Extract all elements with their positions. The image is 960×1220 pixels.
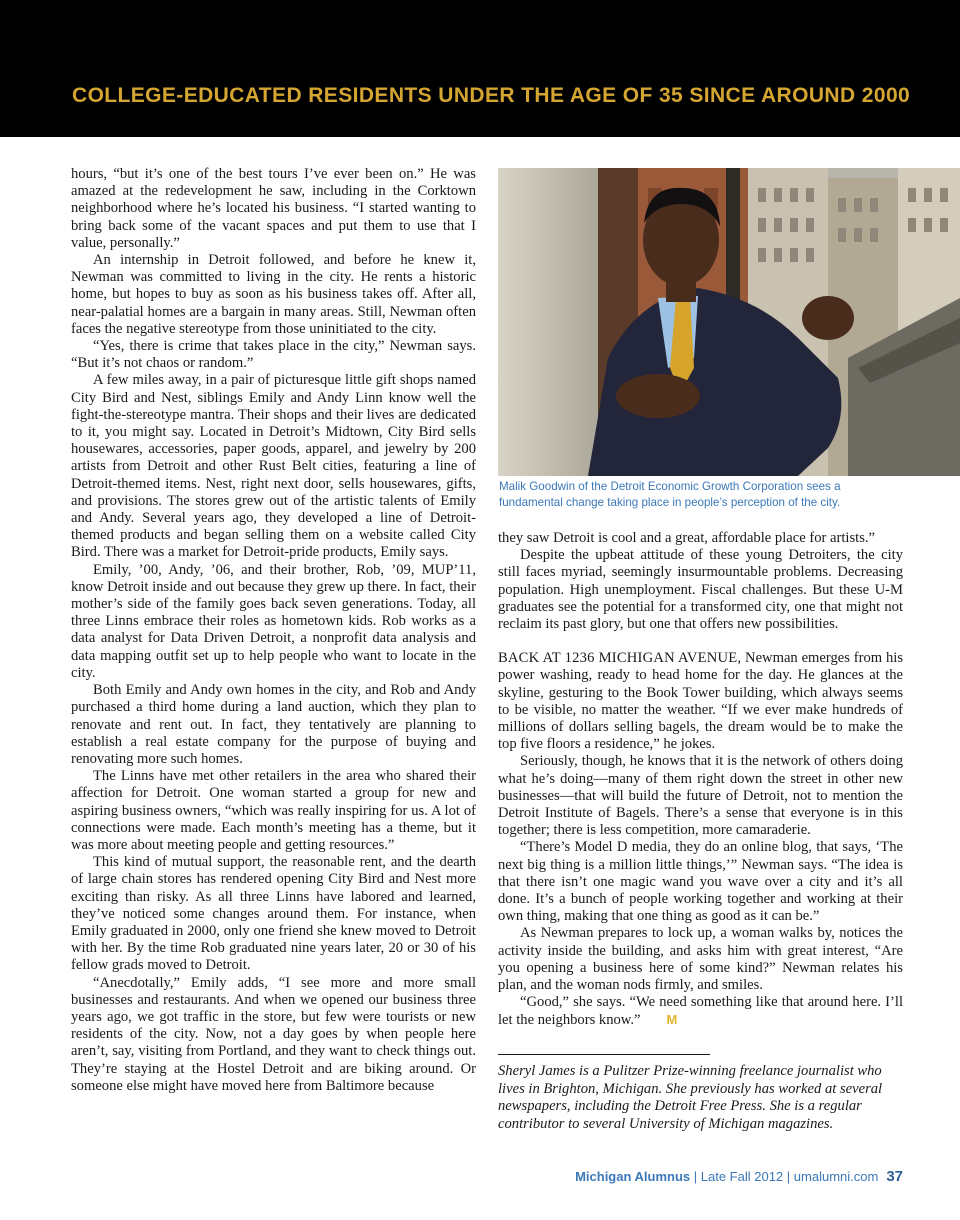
page-footer	[575, 1168, 903, 1185]
paragraph: The Linns have met other retailers in the area who shared their affection for Detroit. One woman started a group for new and aspiring business owners, “which was really inspiring for us. A lot of connections were made. Each month’s meeting has a theme, but it was more about meeting people and getting resources.”	[71, 768, 476, 853]
portrait-photo	[498, 168, 960, 476]
article-left-column	[71, 166, 476, 1095]
paragraph: A few miles away, in a pair of picturesque little gift shops named City Bird and Nest, siblings Emily and Andy Linn know well the fight-the-stereotype mantra. Their shops and their lives are dedicated to it, you might say. Located in Detroit’s Midtown, City Bird sells housewares, accessories, paper goods, apparel, and jewelry by 200 artists from Detroit and other Rust Belt cities, featuring a line of Detroit-themed items. Nest, right next door, sells housewares, gifts, and provisions. The stores grew out of the artistic talents of Emily and Andy. Several years ago, they developed a line of Detroit-themed products and began selling them on a website called City Bird. There was a market for Detroit-pride products, Emily says.	[71, 372, 476, 561]
photo-caption: Malik Goodwin of the Detroit Economic Growth Corporation sees a fundamental change taking place in people’s perception of the city.	[499, 480, 841, 509]
paragraph: An internship in Detroit followed, and before he knew it, Newman was committed to living in the city. He rents a historic home, but hopes to buy as soon as his business takes off. After all, near-palatial homes are a bargain in many areas. Still, Newman often faces the negative stereotype from those uninitiated to the city.	[71, 252, 476, 337]
paragraph-text: Newman emerges from his power washing, ready to head home for the day. He glances at the skyline, gesturing to the Book Tower building, which always seems to be visible, no matter the weather. “If we ever make hundreds of millions of dollars selling bagels, the dream would be to make the top five floors a residence,” he jokes.	[498, 650, 903, 753]
paragraph-text: “Good,” she says. “We need something like that around here. I’ll let the neighbors know.”	[498, 994, 903, 1029]
paragraph: Both Emily and Andy own homes in the city, and Rob and Andy purchased a third home during a land auction, which they plan to renovate and rent out. In fact, they tentatively are planning to establish a real estate company for the purpose of buying and renovating more such homes.	[71, 682, 476, 767]
paragraph: “There’s Model D media, they do an online blog, that says, ‘The next big thing is a million little things,’” Newman says. “The idea is that there isn’t one magic wand you wave over a city and it’s all done. It’s a bunch of people working together and working at their own thing, making that one thing as good as it can be.”	[498, 839, 903, 925]
paragraph: “Anecdotally,” Emily adds, “I see more and more small businesses and restaurants. And when we opened our business three years ago, we got traffic in the store, but few were tourists or new residents of the city. Now, not a day goes by when people here aren’t, say, visiting from Portland, and they want to check things out. They’re staying at the Hostel Detroit and are biking around. Or someone else might have moved here from Baltimore because	[71, 974, 476, 1094]
paragraph: As Newman prepares to lock up, a woman walks by, notices the activity inside the building, and asks him with great interest, “Are you opening a business here of some kind?” Newman relates his plan, and the woman nods firmly, and smiles.	[498, 925, 903, 994]
author-bio: Sheryl James is a Pulitzer Prize-winning freelance journalist who lives in Brighton, Michigan. She previously has worked at several newspapers, including the Detroit Free Press. She is a regular contributor to several University of Michigan magazines.	[498, 1063, 883, 1132]
footer-website-link[interactable]: umalumni.com	[793, 1169, 879, 1184]
paragraph: Despite the upbeat attitude of these young Detroiters, the city still faces myriad, seemingly insurmountable problems. Decreasing population. High unemployment. Fiscal challenges. But these U-M graduates see the potential for a transformed city, one that might not reclaim its past glory, but one that offers new possibilities.	[498, 547, 903, 633]
article-right-column	[498, 530, 903, 1030]
paragraph: they saw Detroit is cool and a great, affordable place for artists.”	[498, 530, 875, 546]
paragraph: This kind of mutual support, the reasonable rent, and the dearth of large chain stores has rendered opening City Bird and Nest more exciting than risky. As all three Linns have labored and learned, they’ve noticed some changes around them. For instance, when Emily graduated in 2000, only one friend she knew moved to Detroit with her. By the time Rob graduated nine years later, 20 or 30 of his fellow grads moved to Detroit.	[71, 854, 476, 974]
footer-issue: Late Fall 2012	[700, 1169, 784, 1184]
footer-separator: |	[783, 1169, 794, 1184]
paragraph: “Yes, there is crime that takes place in the city,” Newman says. “But it’s not chaos or random.”	[71, 338, 476, 372]
section-lead-in: BACK AT 1236 MICHIGAN AVENUE,	[498, 650, 742, 667]
bio-divider	[498, 1054, 710, 1055]
header-banner	[0, 0, 960, 137]
section-title: COLLEGE-EDUCATED RESIDENTS UNDER THE AGE OF 35 SINCE AROUND 2000	[72, 84, 911, 107]
paragraph: Seriously, though, he knows that it is the network of others doing what he’s doing—many of them right down the street in other new businesses—that will build the future of Detroit, not to mention the Detroit Institute of Bagels. There’s a sense that everyone is in this together; there is less competition, more camaraderie.	[498, 753, 903, 839]
photo-illustration	[498, 168, 960, 476]
paragraph: Emily, ’00, Andy, ’06, and their brother, Rob, ’09, MUP’11, know Detroit inside and out because they grew up there. In fact, their mother’s side of the family goes back seven generations. Today, all three Linns embrace their roles as hometown kids. Rob works as a data analyst for Data Driven Detroit, a nonprofit data analysis and data mapping outfit set up to help people who want to locate in the city.	[71, 561, 476, 681]
section-break-paragraph	[498, 650, 903, 753]
page-number: 37	[886, 1168, 903, 1185]
paragraph: hours, “but it’s one of the best tours I’ve ever been on.” He was amazed at the redevelopment he saw, including in the Corktown neighborhood where he’s located his business. “I started wanting to bring back some of the vacant spaces and put them to use that I value, personally.”	[71, 166, 476, 251]
footer-publication: Michigan Alumnus	[575, 1169, 691, 1184]
block-m-end-mark: M	[666, 1012, 678, 1028]
footer-separator: |	[690, 1169, 701, 1184]
closing-paragraph	[498, 994, 903, 1029]
